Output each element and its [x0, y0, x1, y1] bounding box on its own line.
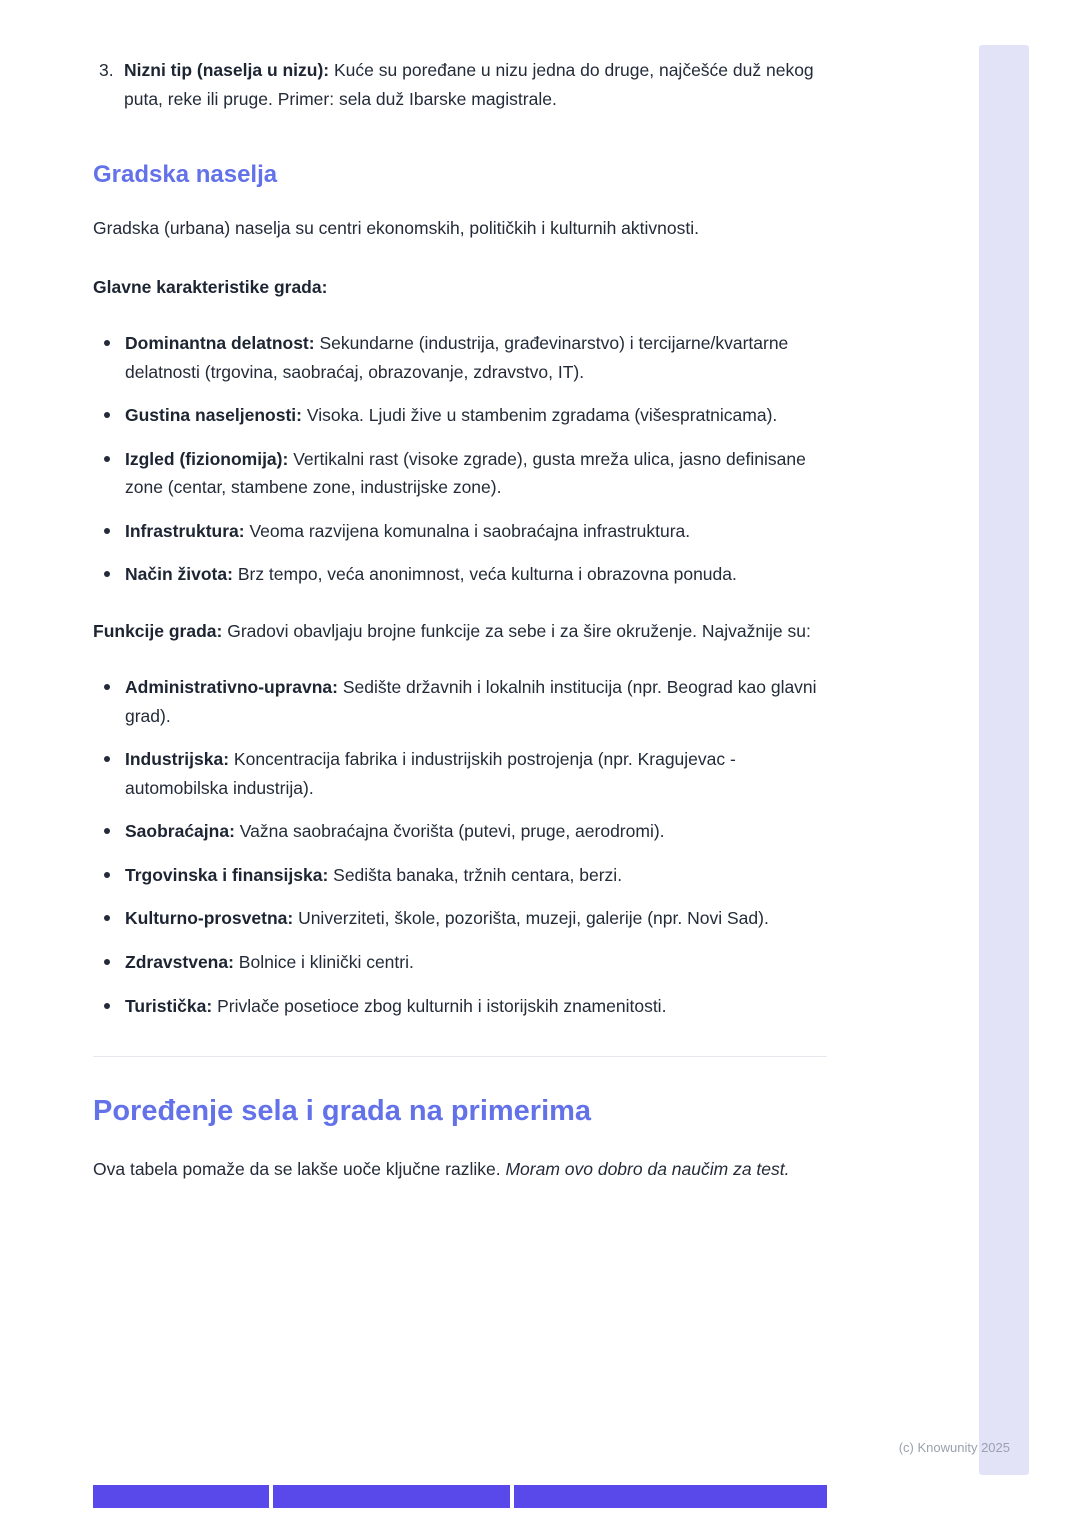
list-item-lead: Zdravstvena: [125, 951, 234, 972]
list-item-lead: Gustina naseljenosti: [125, 405, 302, 426]
list-item-lead: Nizni tip (naselja u nizu): [124, 60, 330, 80]
document-content [93, 56, 827, 1183]
table-header-row [93, 1485, 827, 1508]
list-item [93, 445, 827, 502]
copyright-text: (c) Knowunity 2025 [898, 1440, 1010, 1455]
scrollbar-track[interactable] [979, 45, 1029, 1475]
list-item [93, 861, 827, 890]
list-item-lead: Dominantna delatnost: [125, 333, 315, 354]
paragraph-lead: Funkcije grada: [93, 620, 223, 641]
table-header-cell [514, 1485, 827, 1508]
paragraph-funkcije-grada [93, 617, 827, 646]
list-item-text: Sekundarne (industrija, građevinarstvo) i tercijarne/kvartarne delatnosti (trgovina, saobraćaj, obrazovanje, zdravstvo, IT). [125, 333, 789, 382]
list-item [93, 745, 827, 802]
list-item-lead: Izgled (fizionomija): [125, 448, 289, 469]
list-item-text: Bolnice i klinički centri. [233, 951, 414, 972]
paragraph-text: Ova tabela pomaže da se lakše uoče ključne razlike. [93, 1158, 506, 1179]
list-item-text: Vertikalni rast (visoke zgrade), gusta mreža ulica, jasno definisane zone (centar, stambene zone, industrijske zone). [125, 448, 806, 498]
city-characteristics-list [93, 329, 827, 589]
list-item-text: Koncentracija fabrika i industrijskih postrojenja (npr. Kragujevac - automobilska industrija). [125, 749, 736, 798]
list-item [93, 948, 827, 977]
section-divider [93, 1056, 827, 1057]
numbered-list-item-3 [93, 56, 827, 113]
list-item-lead: Saobraćajna: [125, 821, 235, 842]
table-header-cell [93, 1485, 269, 1508]
list-item-text: Visoka. Ljudi žive u stambenim zgradama (višespratnicama). [301, 405, 778, 426]
list-item-lead: Kulturno-prosvetna: [125, 908, 294, 929]
list-item-body [124, 56, 827, 113]
list-item-lead: Administrativno-upravna: [125, 677, 338, 698]
list-item [93, 401, 827, 430]
section-heading-gradska-naselja: Gradska naselja [93, 161, 278, 189]
list-item [93, 329, 827, 386]
list-item-text: Privlače posetioce zbog kulturnih i istorijskih znamenitosti. [212, 995, 667, 1016]
list-item [93, 992, 827, 1021]
paragraph-text: Gradovi obavljaju brojne funkcije za sebe i za šire okruženje. Najvažnije su: [222, 620, 811, 641]
list-item [93, 517, 827, 546]
page-heading-poredjenje: Poređenje sela i grada na primerima [93, 1095, 592, 1128]
list-item-lead: Infrastruktura: [125, 520, 245, 541]
list-item [93, 904, 827, 933]
list-item [93, 817, 827, 846]
list-item-lead: Industrijska: [125, 749, 230, 770]
list-item-text: Sedišta banaka, tržnih centara, berzi. [328, 864, 623, 885]
list-number: 3. [99, 60, 114, 80]
list-item-text: Važna saobraćajna čvorišta (putevi, pruge, aerodromi). [234, 821, 665, 842]
list-item-text: Kuće su poređane u nizu jedna do druge, najčešće duž nekog puta, reke ili pruge. Primer: sela duž Ibarske magistrale. [124, 60, 814, 109]
note-italic: Moram ovo dobro da naučim za test. [505, 1158, 790, 1179]
list-item-lead: Turistička: [125, 995, 213, 1016]
list-item [93, 560, 827, 589]
paragraph-table-intro [93, 1155, 827, 1184]
list-item-text: Univerziteti, škole, pozorišta, muzeji, galerije (npr. Novi Sad). [293, 908, 769, 929]
label-glavne-karakteristike: Glavne karakteristike grada: [93, 276, 328, 297]
list-item-text: Sedište državnih i lokalnih institucija (npr. Beograd kao glavni grad). [125, 677, 817, 726]
list-item-text: Brz tempo, veća anonimnost, veća kulturna i obrazovna ponuda. [232, 564, 737, 585]
paragraph-city-intro: Gradska (urbana) naselja su centri ekonomskih, političkih i kulturnih aktivnosti. [93, 218, 699, 239]
list-item-text: Veoma razvijena komunalna i saobraćajna infrastruktura. [244, 520, 691, 541]
list-item-lead: Način života: [125, 564, 233, 585]
list-item-lead: Trgovinska i finansijska: [125, 864, 329, 885]
list-item [93, 673, 827, 730]
city-functions-list [93, 673, 827, 1020]
table-header-cell [273, 1485, 510, 1508]
